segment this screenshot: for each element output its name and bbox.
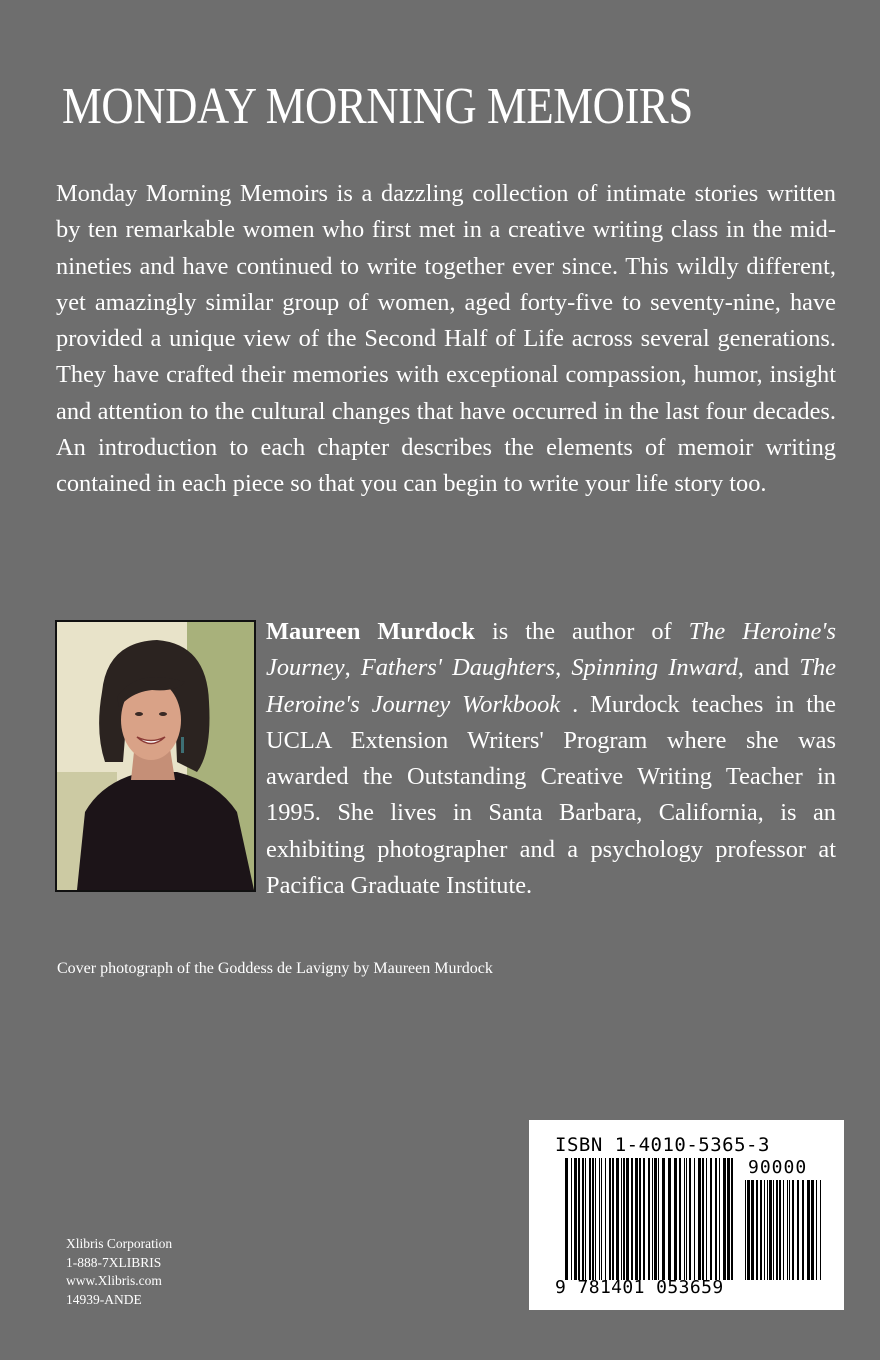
bio-sep-2: , [555,654,572,682]
barcode-panel [529,1120,844,1310]
bio-sep-1: , [344,654,361,682]
photo-credit: Cover photograph of the Goddess de Lavigny by Maureen Murdock [57,960,493,977]
author-name: Maureen Murdock [266,618,475,645]
publisher-code: 14939-ANDE [66,1291,142,1307]
book-title-2: Fathers' Daughters [360,654,556,682]
book-title: MONDAY MORNING MEMOIRS [62,78,693,135]
publisher-website: www.Xlibris.com [66,1273,162,1288]
price-code-label: 90000 [748,1157,808,1178]
book-title-4: The Heroine's Journey Workbook [266,654,837,718]
book-title-1: The Heroine's Journey [266,618,836,682]
bio-text-2: . Murdock teaches in the UCLA Extension Writers' Program where she was awarded the Outstanding Creative Writing Teacher in 1995. She lives in Santa Barbara, California, is an exhibiting photographer and a psychology professor at Pacifica Graduate Institute. [266,690,836,900]
publisher-name: Xlibris Corporation [66,1236,173,1251]
book-title-3: Spinning Inward [571,654,738,682]
publisher-phone: 1-888-7XLIBRIS [66,1254,162,1270]
author-portrait-image [57,622,254,890]
author-photo [55,620,256,892]
author-biography [266,614,836,904]
bio-sep-3: , and [737,654,800,682]
ean-barcode-icon [565,1158,735,1280]
isbn-label: ISBN 1-4010-5365-3 [555,1134,770,1156]
bio-text-1: is the author of [474,618,689,645]
book-description: Monday Morning Memoirs is a dazzling collection of intimate stories written by ten remarkable women who first met in a creative writing class in the mid-nineties and have continued to write together ever since. This wildly different, yet amazingly similar group of women, aged forty-five to seventy-nine, have provided a unique view of the Second Half of Life across several generations. They have crafted their memories with exceptional compassion, humor, insight and attention to the cultural changes that have occurred in the last four decades. An introduction to each chapter describes the elements of memoir writing contained in each piece so that you can begin to write your life story too. [56,180,836,498]
publisher-info [66,1235,172,1309]
addon-barcode-icon [745,1180,823,1280]
ean-digits: 9 781401 053659 [555,1277,724,1298]
